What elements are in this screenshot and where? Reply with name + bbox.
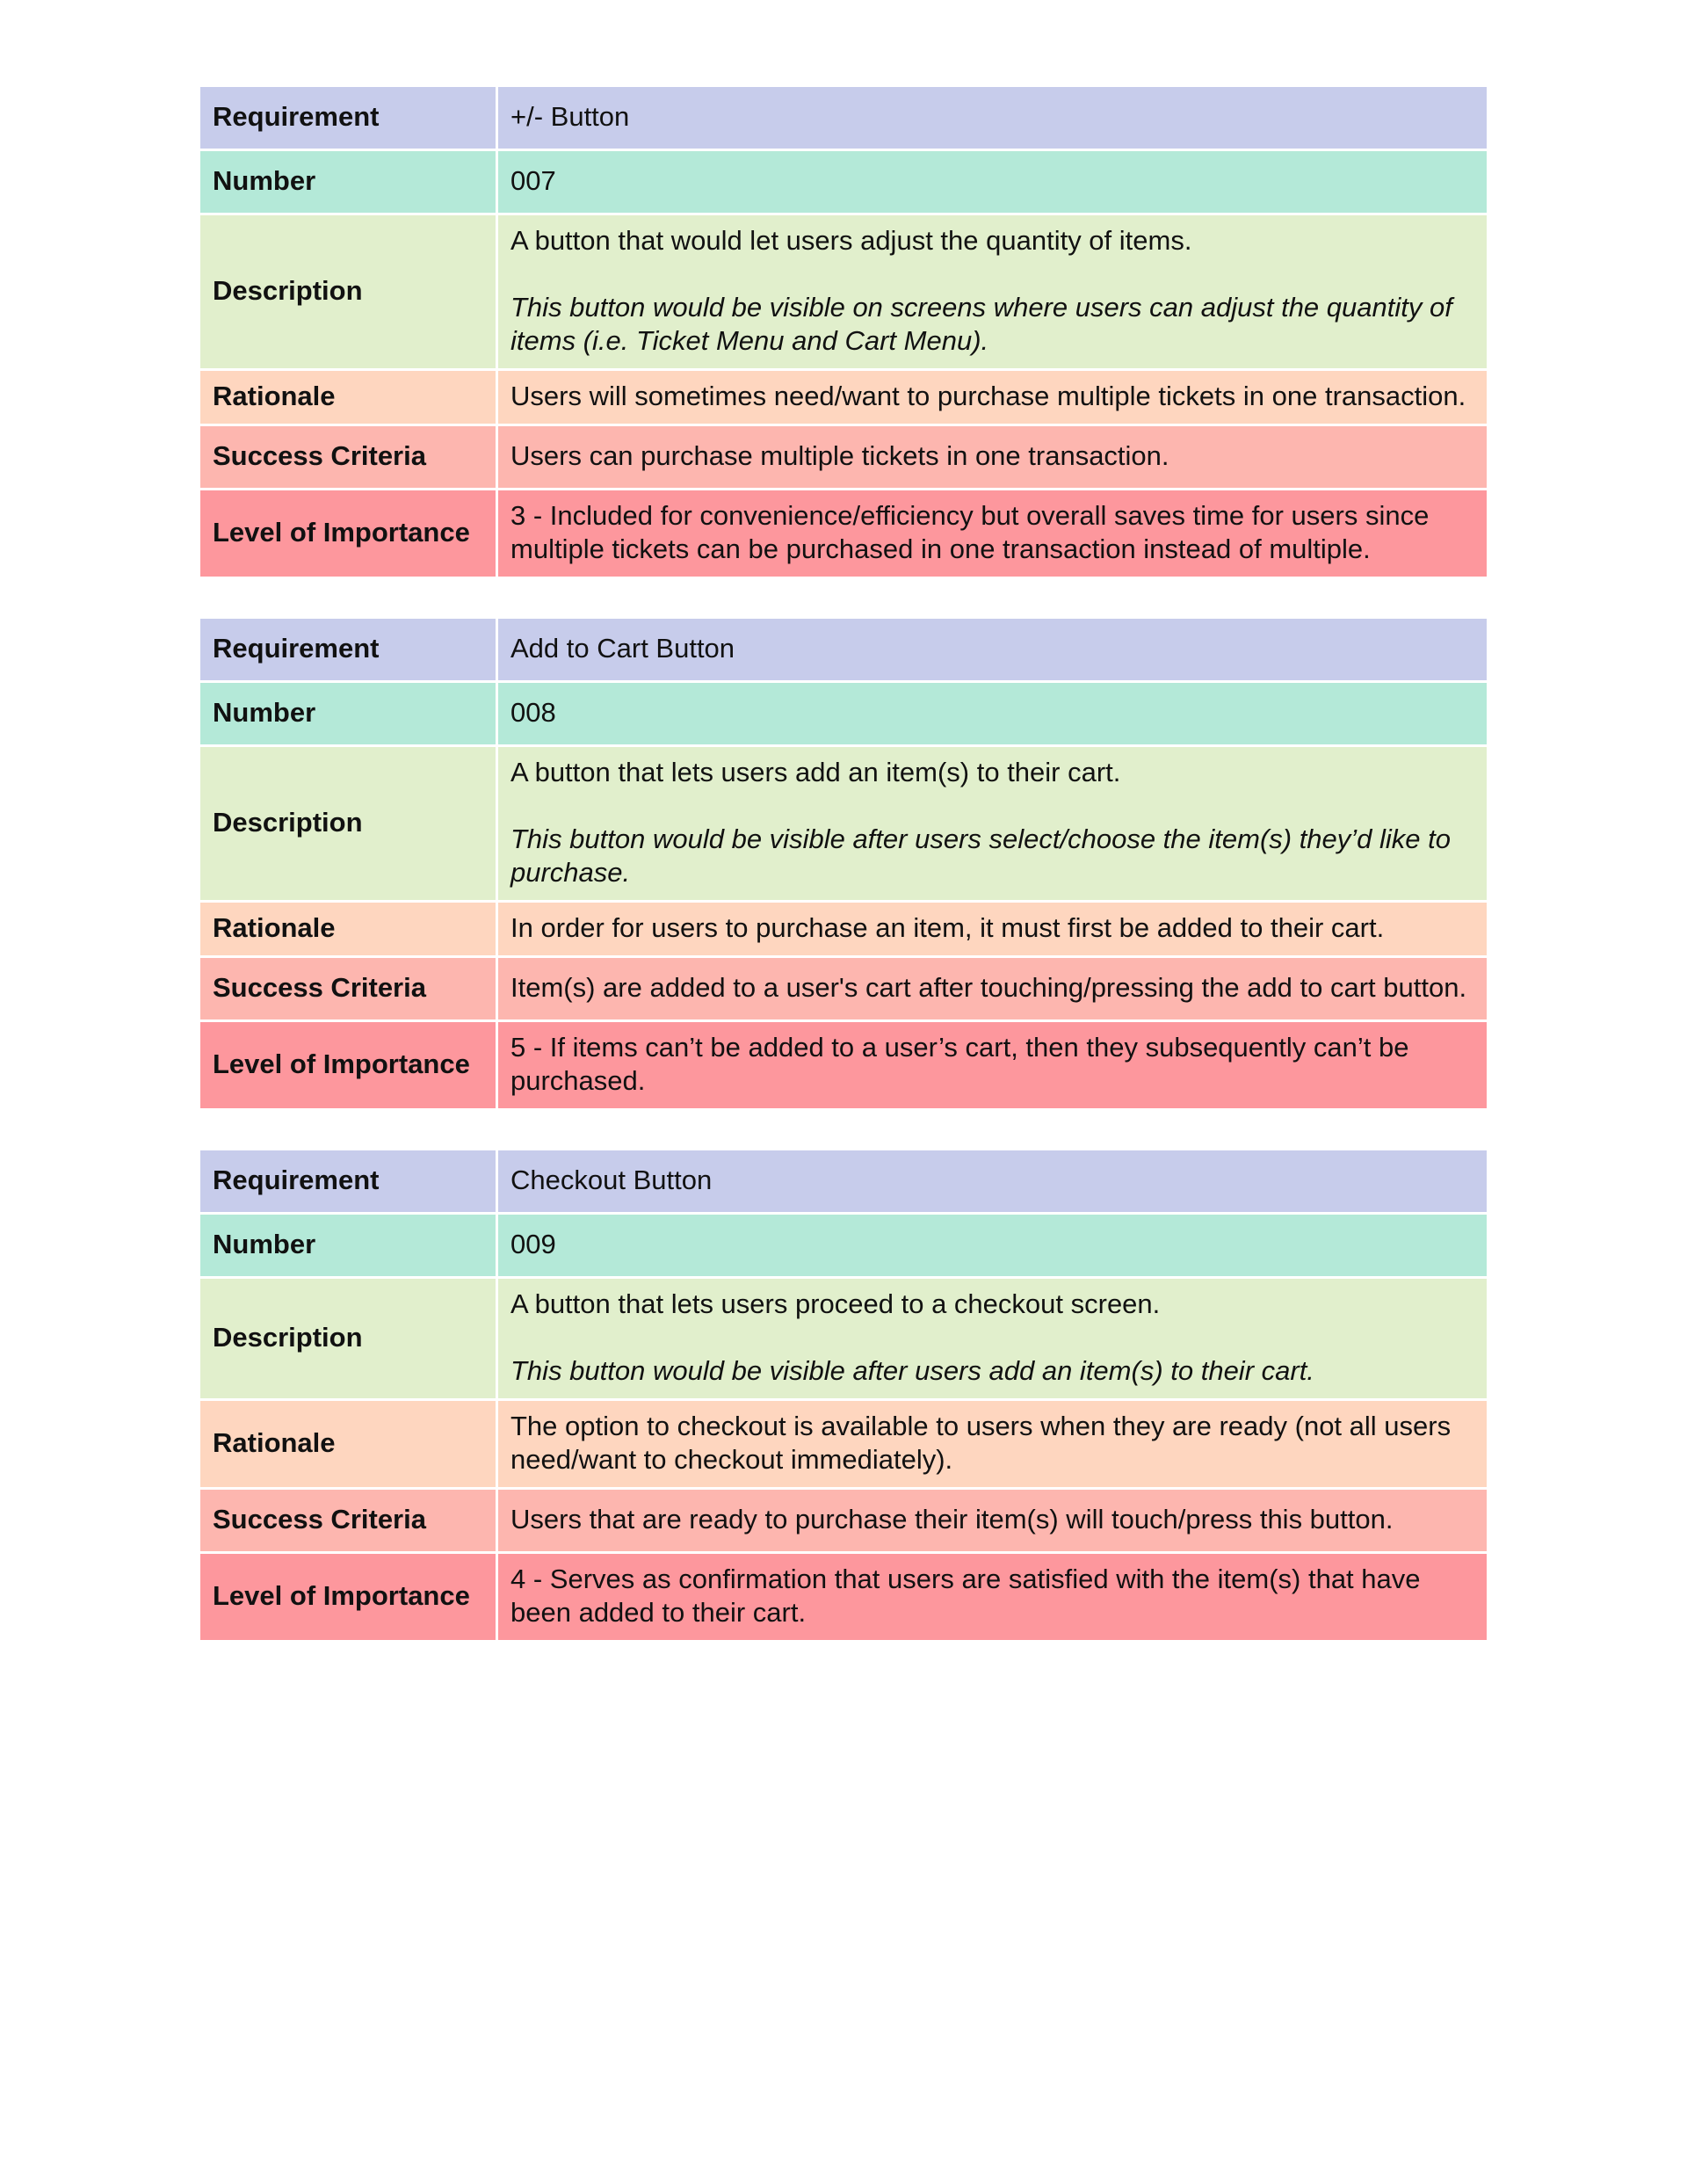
requirement-row <box>200 87 1487 149</box>
number-row <box>200 1215 1487 1276</box>
level-of-importance-row <box>200 1554 1487 1640</box>
requirement-table-008 <box>198 616 1489 1111</box>
requirement-label: Requirement <box>200 619 496 680</box>
success-criteria-label: Success Criteria <box>200 1490 496 1551</box>
number-label: Number <box>200 151 496 213</box>
rationale-value: In order for users to purchase an item, it must first be added to their cart. <box>498 903 1487 955</box>
success-criteria-row <box>200 1490 1487 1551</box>
rationale-label: Rationale <box>200 1401 496 1487</box>
description-label: Description <box>200 1279 496 1398</box>
rationale-value: Users will sometimes need/want to purchase multiple tickets in one transaction. <box>498 371 1487 424</box>
success-criteria-row <box>200 958 1487 1019</box>
description-row <box>200 747 1487 900</box>
number-value: 008 <box>498 683 1487 744</box>
requirement-table-007 <box>198 84 1489 579</box>
requirement-row <box>200 1150 1487 1212</box>
requirement-label: Requirement <box>200 87 496 149</box>
success-criteria-row <box>200 426 1487 488</box>
success-criteria-label: Success Criteria <box>200 426 496 488</box>
description-row <box>200 215 1487 368</box>
level-of-importance-value: 5 - If items can’t be added to a user’s cart, then they subsequently can’t be purchased. <box>498 1022 1487 1108</box>
requirement-row <box>200 619 1487 680</box>
level-of-importance-row <box>200 490 1487 577</box>
document-page <box>200 84 1492 1680</box>
number-label: Number <box>200 1215 496 1276</box>
level-of-importance-row <box>200 1022 1487 1108</box>
description-note: This button would be visible on screens where users can adjust the quantity of items (i.e. Ticket Menu and Cart Menu). <box>510 292 1452 356</box>
description-value: A button that lets users add an item(s) to their cart. <box>510 757 1121 787</box>
description-note: This button would be visible after users add an item(s) to their cart. <box>510 1355 1314 1386</box>
description-cell <box>498 1279 1487 1398</box>
requirement-label: Requirement <box>200 1150 496 1212</box>
level-of-importance-label: Level of Importance <box>200 490 496 577</box>
rationale-label: Rationale <box>200 371 496 424</box>
description-label: Description <box>200 747 496 900</box>
rationale-label: Rationale <box>200 903 496 955</box>
description-cell <box>498 215 1487 368</box>
requirement-table-009 <box>198 1148 1489 1643</box>
rationale-value: The option to checkout is available to users when they are ready (not all users need/want to checkout immediately). <box>498 1401 1487 1487</box>
success-criteria-label: Success Criteria <box>200 958 496 1019</box>
requirement-value: +/- Button <box>498 87 1487 149</box>
requirement-value: Checkout Button <box>498 1150 1487 1212</box>
rationale-row <box>200 903 1487 955</box>
number-label: Number <box>200 683 496 744</box>
level-of-importance-value: 4 - Serves as confirmation that users are satisfied with the item(s) that have been added to their cart. <box>498 1554 1487 1640</box>
description-value: A button that would let users adjust the quantity of items. <box>510 225 1192 256</box>
number-row <box>200 683 1487 744</box>
description-value: A button that lets users proceed to a checkout screen. <box>510 1288 1161 1319</box>
number-row <box>200 151 1487 213</box>
success-criteria-value: Item(s) are added to a user's cart after touching/pressing the add to cart button. <box>498 958 1487 1019</box>
rationale-row <box>200 1401 1487 1487</box>
level-of-importance-value: 3 - Included for convenience/efficiency but overall saves time for users since multiple tickets can be purchased in one transaction instead of multiple. <box>498 490 1487 577</box>
description-note: This button would be visible after users select/choose the item(s) they’d like to purchase. <box>510 824 1452 888</box>
description-cell <box>498 747 1487 900</box>
level-of-importance-label: Level of Importance <box>200 1554 496 1640</box>
rationale-row <box>200 371 1487 424</box>
description-label: Description <box>200 215 496 368</box>
success-criteria-value: Users can purchase multiple tickets in one transaction. <box>498 426 1487 488</box>
number-value: 009 <box>498 1215 1487 1276</box>
success-criteria-value: Users that are ready to purchase their item(s) will touch/press this button. <box>498 1490 1487 1551</box>
description-row <box>200 1279 1487 1398</box>
number-value: 007 <box>498 151 1487 213</box>
level-of-importance-label: Level of Importance <box>200 1022 496 1108</box>
requirement-value: Add to Cart Button <box>498 619 1487 680</box>
